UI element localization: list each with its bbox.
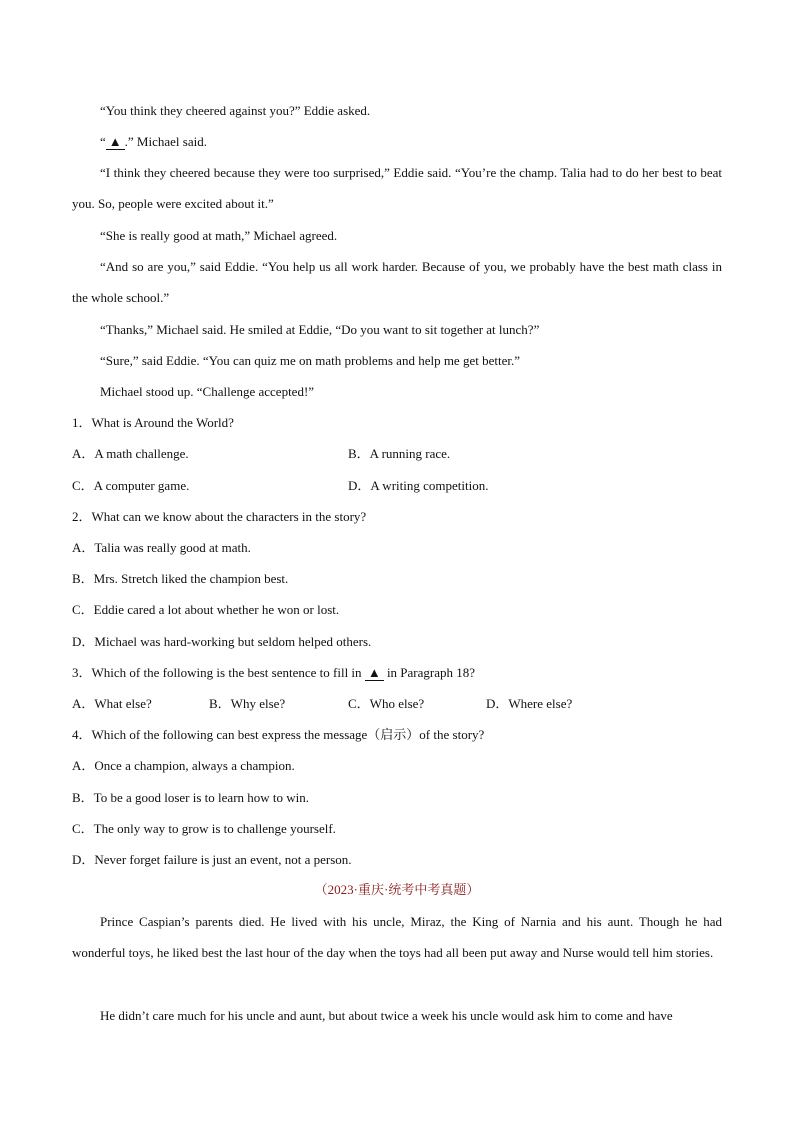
question-1-option-d: D．A writing competition.: [348, 478, 489, 493]
story-line-1: “You think they cheered against you?” Eddie asked.: [100, 103, 371, 118]
question-4-option-b: B．To be a good loser is to learn how to win.: [72, 790, 310, 805]
section-heading: （2023·重庆·统考中考真题）: [314, 882, 480, 897]
story-paragraph-3: “I think they cheered because they were too surprised,” Eddie said. “You’re the champ. Talia had to do her best to beat you. So, people were excited about it.”: [72, 165, 722, 211]
section-paragraph-1: Prince Caspian’s parents died. He lived with his uncle, Miraz, the King of Narnia and his aunt. Though he had wonderful toys, he liked best the last hour of the day when the toys had all been put away and Nurse would tell him stories.: [72, 914, 722, 960]
question-4-option-a: A．Once a champion, always a champion.: [72, 758, 295, 773]
question-3-stem: [72, 665, 475, 681]
blank-triangle-icon: ▲: [365, 666, 384, 681]
story-line-2: [100, 134, 207, 150]
question-2-stem: 2．What can we know about the characters in the story?: [72, 509, 367, 524]
question-1-stem: 1．What is Around the World?: [72, 415, 234, 430]
open-quote: “: [100, 134, 106, 149]
question-1-option-a: A．A math challenge.: [72, 446, 189, 461]
question-4-option-c: C．The only way to grow is to challenge yourself.: [72, 821, 336, 836]
question-3-option-b: B．Why else?: [209, 696, 286, 711]
line-2-rest: .” Michael said.: [124, 134, 207, 149]
question-3-option-c: C．Who else?: [348, 696, 425, 711]
question-3-stem-post: in Paragraph 18?: [383, 665, 476, 680]
story-paragraph-5: “And so are you,” said Eddie. “You help us all work harder. Because of you, we probably have the best math class in the whole school.”: [72, 259, 722, 305]
story-line-8: Michael stood up. “Challenge accepted!”: [100, 384, 315, 399]
question-4-stem: 4．Which of the following can best express the message（启示）of the story?: [72, 727, 485, 742]
story-line-6: “Thanks,” Michael said. He smiled at Eddie, “Do you want to sit together at lunch?”: [100, 322, 540, 337]
question-1-option-c: C．A computer game.: [72, 478, 190, 493]
question-1-option-b: B．A running race.: [348, 446, 451, 461]
story-line-7: “Sure,” said Eddie. “You can quiz me on math problems and help me get better.”: [100, 353, 520, 368]
question-2-option-a: A．Talia was really good at math.: [72, 540, 251, 555]
question-3-option-d: D．Where else?: [486, 696, 573, 711]
question-3-option-a: A．What else?: [72, 696, 152, 711]
question-4-option-d: D．Never forget failure is just an event, not a person.: [72, 852, 352, 867]
question-3-stem-pre: 3．Which of the following is the best sentence to fill in: [72, 665, 365, 680]
story-line-4: “She is really good at math,” Michael agreed.: [100, 228, 338, 243]
section-paragraph-2: He didn’t care much for his uncle and aunt, but about twice a week his uncle would ask him to come and have: [100, 1008, 673, 1023]
question-2-option-d: D．Michael was hard-working but seldom helped others.: [72, 634, 372, 649]
question-2-option-b: B．Mrs. Stretch liked the champion best.: [72, 571, 289, 586]
blank-triangle-icon: ▲: [106, 135, 125, 150]
question-2-option-c: C．Eddie cared a lot about whether he won or lost.: [72, 602, 340, 617]
